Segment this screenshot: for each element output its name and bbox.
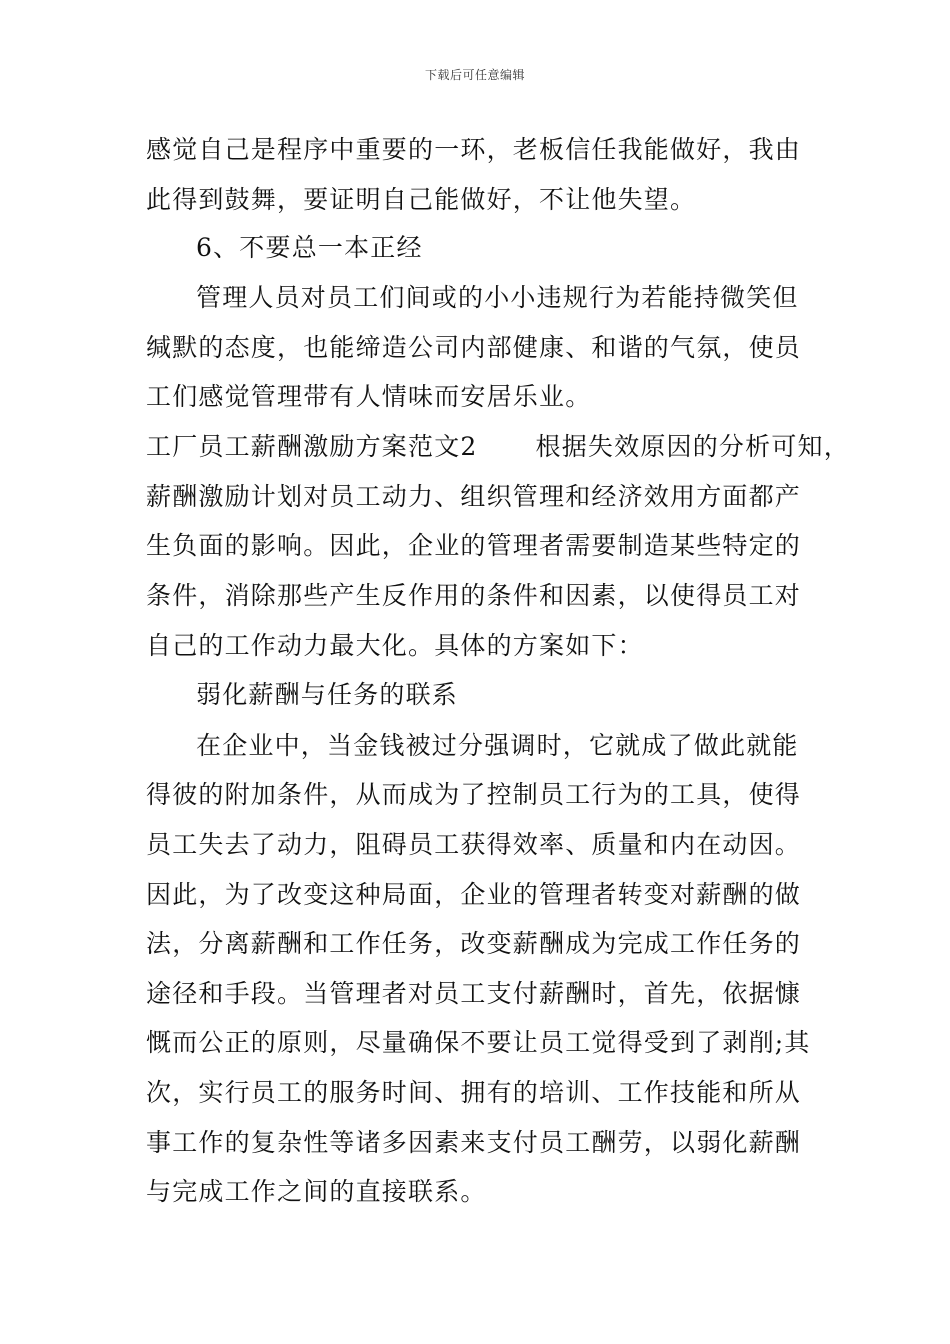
body-text-line: 途径和手段。当管理者对员工支付薪酬时，首先，依据慷 [146, 979, 802, 1008]
body-text-line: 此得到鼓舞，要证明自己能做好，不让他失望。 [146, 185, 697, 214]
section-heading: 6、不要总一本正经 [196, 233, 423, 262]
body-text-line: 管理人员对员工们间或的小小违规行为若能持微笑但 [196, 283, 799, 312]
body-text-line: 法，分离薪酬和工作任务，改变薪酬成为完成工作任务的 [146, 929, 802, 958]
body-text-line: 事工作的复杂性等诸多因素来支付员工酬劳，以弱化薪酬 [146, 1128, 802, 1157]
body-text-segment: 根据失效原因的分析可知， [535, 432, 850, 461]
body-text-line: 工们感觉管理带有人情味而安居乐业。 [146, 382, 592, 411]
title-and-text-line [146, 431, 850, 463]
body-text-line: 自己的工作动力最大化。具体的方案如下： [146, 631, 644, 660]
body-text-line: 员工失去了动力，阻碍员工获得效率、质量和内在动因。 [146, 830, 802, 859]
body-text-line: 得彼的附加条件，从而成为了控制员工行为的工具，使得 [146, 780, 802, 809]
page-header: 下载后可任意编辑 [424, 68, 525, 82]
body-text-line: 慨而公正的原则，尽量确保不要让员工觉得受到了剥削;其 [146, 1028, 811, 1057]
body-text-line: 与完成工作之间的直接联系。 [146, 1177, 487, 1206]
body-text-line: 因此，为了改变这种局面，企业的管理者转变对薪酬的做 [146, 880, 802, 909]
body-text-line: 缄默的态度，也能缔造公司内部健康、和谐的气氛，使员 [146, 333, 802, 362]
body-text-line: 条件，消除那些产生反作用的条件和因素，以使得员工对 [146, 581, 802, 610]
section-heading: 弱化薪酬与任务的联系 [196, 680, 459, 709]
document-title: 工厂员工薪酬激励方案范文2 [146, 432, 478, 461]
body-text-line: 次，实行员工的服务时间、拥有的培训、工作技能和所从 [146, 1078, 802, 1107]
body-text-line: 感觉自己是程序中重要的一环，老板信任我能做好，我由 [146, 135, 802, 164]
body-text-line: 生负面的影响。因此，企业的管理者需要制造某些特定的 [146, 531, 802, 560]
body-text-line: 在企业中，当金钱被过分强调时，它就成了做此就能 [196, 731, 799, 760]
body-text-line: 薪酬激励计划对员工动力、组织管理和经济效用方面都产 [146, 482, 802, 511]
